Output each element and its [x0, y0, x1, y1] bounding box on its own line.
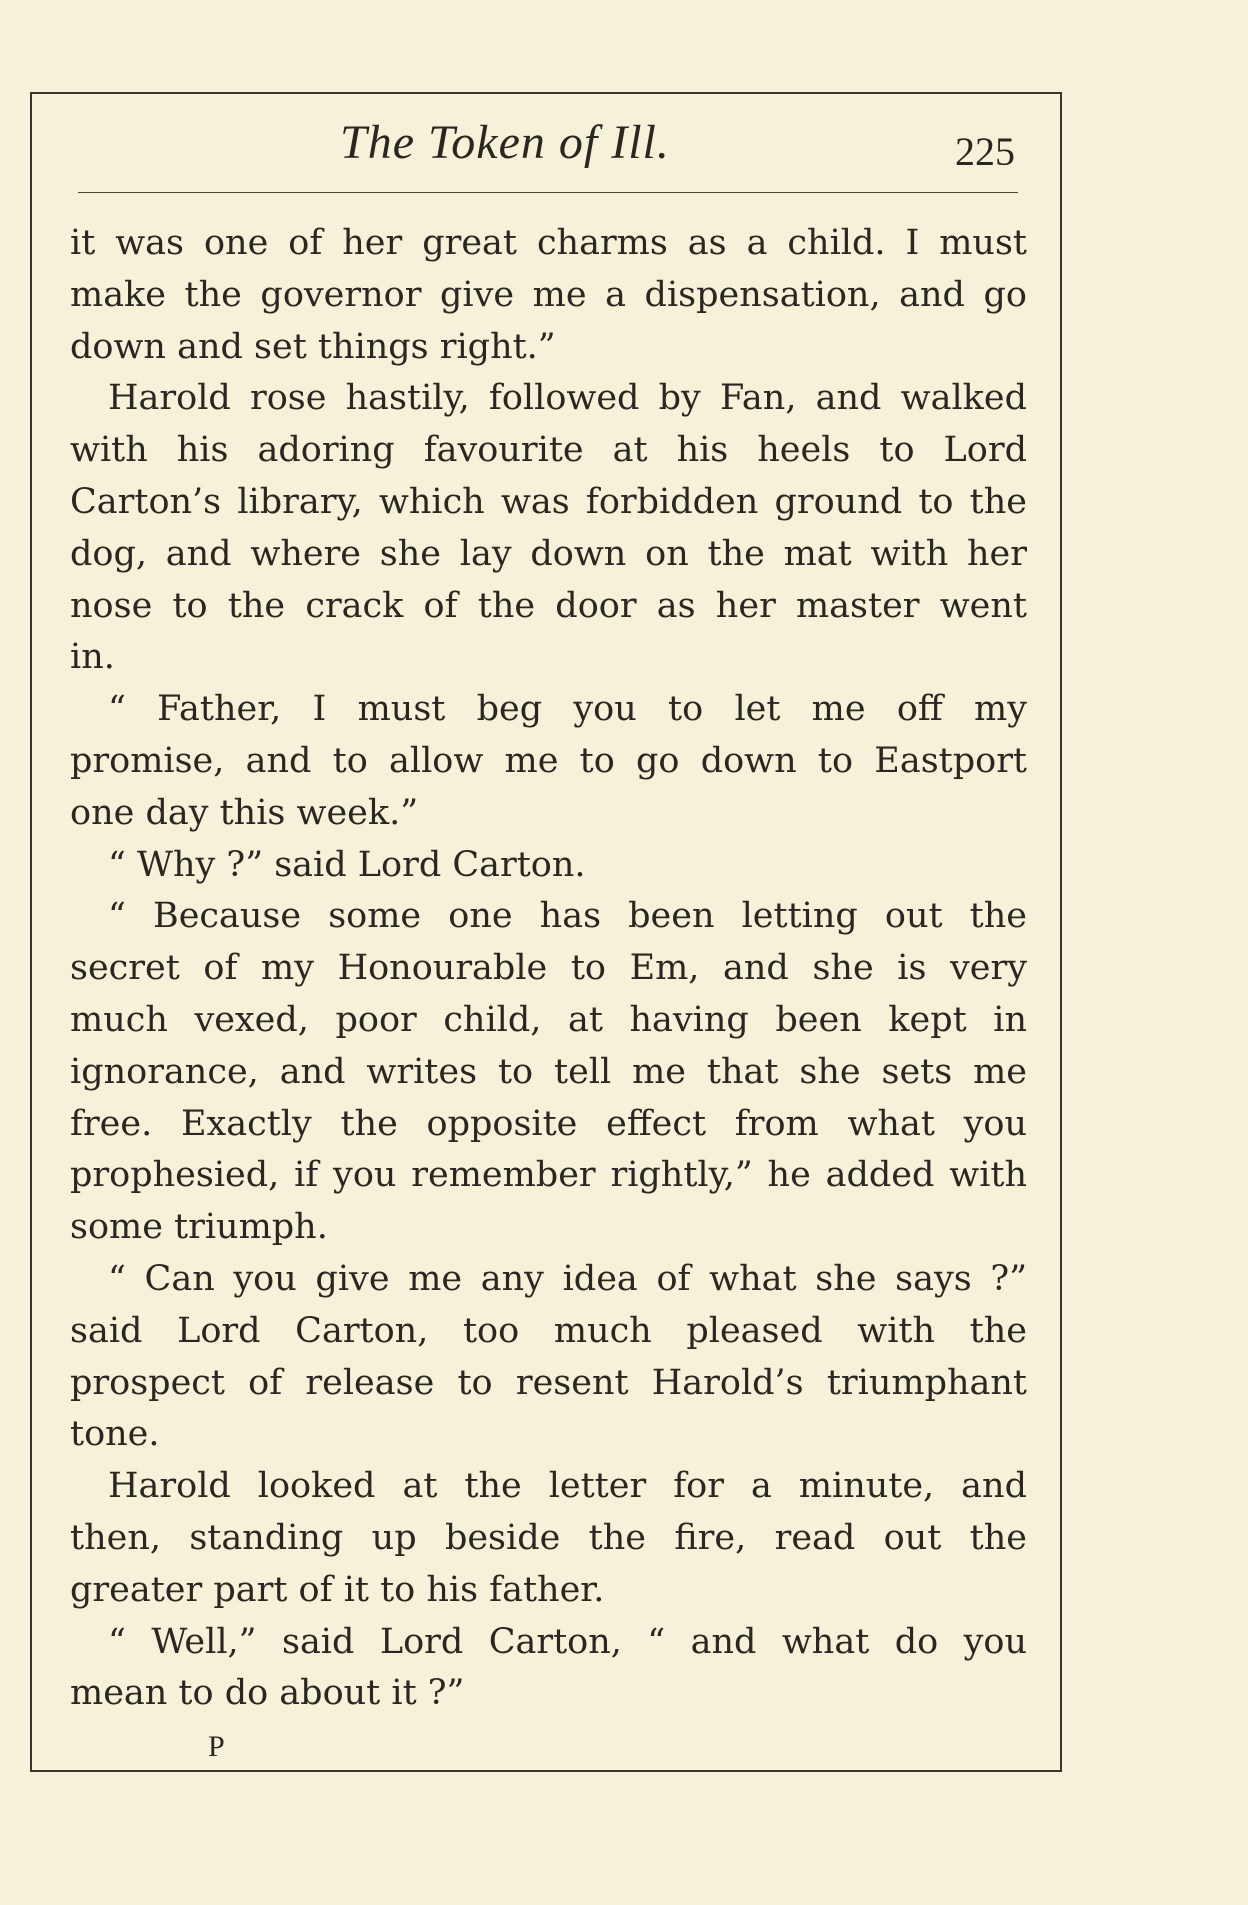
text-line: in.: [70, 637, 115, 678]
text-line: much vexed, poor child, at having been kept in: [70, 999, 1027, 1040]
text-line: “ Can you give me any idea of what she says ?”: [108, 1258, 1027, 1299]
text-line: Carton’s library, which was forbidden ground to the: [70, 481, 1027, 522]
text-line: tone.: [70, 1414, 160, 1455]
running-title: The Token of Ill.: [340, 116, 670, 169]
signature-mark: P: [208, 1730, 225, 1763]
text-line: Harold rose hastily, followed by Fan, and walked: [108, 378, 1027, 419]
text-line: “ Well,” said Lord Carton, “ and what do you: [108, 1621, 1027, 1662]
text-line: prophesied, if you remember rightly,” he added with: [70, 1155, 1027, 1196]
text-line: nose to the crack of the door as her master went: [70, 585, 1027, 626]
header-rule: [78, 192, 1018, 193]
text-line: greater part of it to his father.: [70, 1569, 605, 1610]
page-number: 225: [955, 129, 1015, 174]
text-line: one day this week.”: [70, 792, 419, 833]
text-line: secret of my Honourable to Em, and she is very: [70, 948, 1027, 989]
text-line: some triumph.: [70, 1207, 328, 1248]
text-line: “ Why ?” said Lord Carton.: [108, 844, 586, 885]
text-line: free. Exactly the opposite effect from what you: [70, 1103, 1027, 1144]
text-line: then, standing up beside the fire, read out the: [70, 1517, 1027, 1558]
text-line: down and set things right.”: [70, 326, 556, 367]
text-line: dog, and where she lay down on the mat with her: [70, 533, 1027, 574]
text-line: promise, and to allow me to go down to Eastport: [70, 740, 1027, 781]
text-line: prospect of release to resent Harold’s triumphant: [70, 1362, 1027, 1403]
text-line: it was one of her great charms as a child. I must: [70, 223, 1027, 263]
text-line: Harold looked at the letter for a minute, and: [108, 1466, 1027, 1507]
text-line: “ Father, I must beg you to let me off my: [108, 689, 1027, 730]
text-line: make the governor give me a dispensation, and go: [70, 274, 1027, 315]
text-line: said Lord Carton, too much pleased with the: [70, 1310, 1027, 1351]
text-line: with his adoring favourite at his heels to Lord: [70, 430, 1027, 471]
body-text: [70, 218, 1027, 1720]
text-line: “ Because some one has been letting out the: [108, 896, 1027, 937]
text-line: mean to do about it ?”: [70, 1673, 465, 1714]
text-line: ignorance, and writes to tell me that she sets me: [70, 1051, 1027, 1092]
